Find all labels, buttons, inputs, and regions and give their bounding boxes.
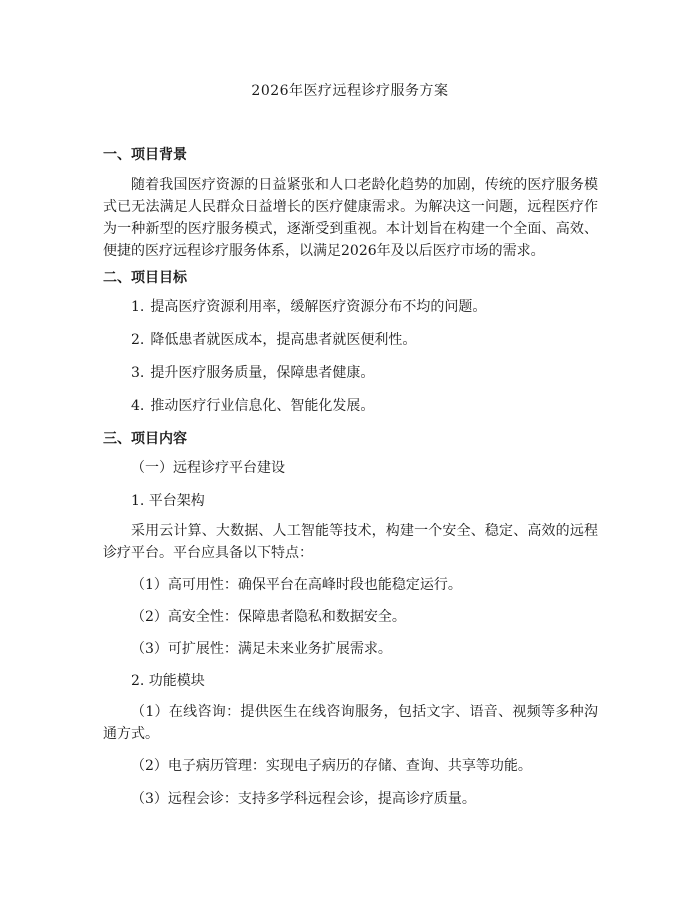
feature-item: （1）高可用性：确保平台在高峰时段也能稳定运行。 xyxy=(131,577,462,593)
goal-number: 3. xyxy=(131,365,145,381)
goal-text: 降低患者就医成本，提高患者就医便利性。 xyxy=(150,332,417,348)
goal-text: 提高医疗资源利用率，缓解医疗资源分布不均的问题。 xyxy=(150,299,487,315)
section-heading-content: 三、项目内容 xyxy=(103,431,187,447)
goal-number: 4. xyxy=(131,398,145,414)
document-title: 2026年医疗远程诊疗服务方案 xyxy=(251,83,449,99)
goal-item xyxy=(131,329,416,351)
background-paragraph: 随着我国医疗资源的日益紧张和人口老龄化趋势的加剧，传统的医疗服务模式已无法满足人民群众日益增长的医疗健康需求。为解决这一问题，远程医疗作为一种新型的医疗服务模式，逐渐受到重视。本计划旨在构建一个全面、高效、便捷的医疗远程诊疗服务体系，以满足2026年及以后医疗市场的需求。 xyxy=(103,177,598,259)
section-heading-goals: 二、项目目标 xyxy=(103,270,187,286)
feature-item: （3）可扩展性：满足未来业务扩展需求。 xyxy=(131,641,392,657)
architecture-paragraph: 采用云计算、大数据、人工智能等技术，构建一个安全、稳定、高效的远程诊疗平台。平台应具备以下特点： xyxy=(103,523,598,561)
part-label-architecture: 1. 平台架构 xyxy=(131,493,205,509)
goal-item xyxy=(131,296,486,318)
goal-text: 提升医疗服务质量，保障患者健康。 xyxy=(150,365,375,381)
module-item: （2）电子病历管理：实现电子病历的存储、查询、共享等功能。 xyxy=(131,758,532,774)
module-item: （1）在线咨询：提供医生在线咨询服务，包括文字、语音、视频等多种沟通方式。 xyxy=(103,704,598,742)
part-label-modules: 2. 功能模块 xyxy=(131,673,205,689)
goal-text: 推动医疗行业信息化、智能化发展。 xyxy=(150,398,375,414)
goal-item xyxy=(131,362,374,384)
goal-number: 1. xyxy=(131,299,145,315)
goal-number: 2. xyxy=(131,332,145,348)
feature-item: （2）高安全性：保障患者隐私和数据安全。 xyxy=(131,609,406,625)
goal-item xyxy=(131,395,374,417)
subsection-heading: （一）远程诊疗平台建设 xyxy=(131,460,285,476)
module-item: （3）远程会诊：支持多学科远程会诊，提高诊疗质量。 xyxy=(131,791,476,807)
section-heading-background: 一、项目背景 xyxy=(103,147,187,163)
